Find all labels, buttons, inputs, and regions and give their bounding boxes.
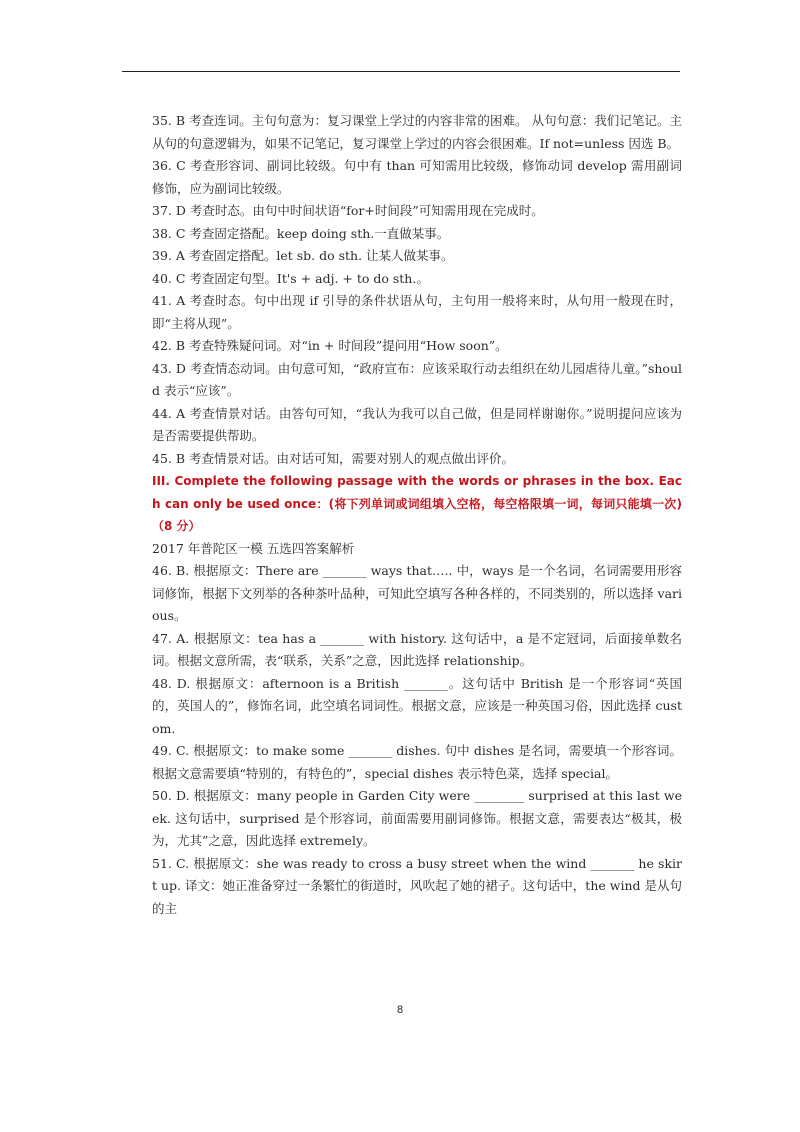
header-rule [122,71,680,72]
answer-paragraph: 42. B 考查特殊疑问词。对“in + 时间段”提问用“How soon”。 [152,338,508,353]
answer-paragraph: 51. C. 根据原文：she was ready to cross a busy street when the wind _______ he skirt up. 译文：她正准备穿过一条繁忙的街道时，风吹起了她的裙子。这句话中，the wind 是从句的主 [152,855,682,916]
answer-paragraph: 38. C 考查固定搭配。keep doing sth.一直做某事。 [152,225,450,241]
answer-paragraph: 40. C 考查固定句型。It's + adj. + to do sth.。 [152,270,429,286]
subsection-title: 2017 年普陀区一模 五选四答案解析 [152,540,355,556]
answer-paragraph: 46. B. 根据原文：There are _______ ways that….. 中，ways 是一个名词，名词需要用形容词修饰，根据下文列举的各种茶叶品种，可知此空填写各种各样的，不同类别的，所以选择 various。 [152,563,682,623]
answer-paragraph: 48. D. 根据原文：afternoon is a British _______。这句话中 British 是一个形容词“英国的，英国人的”，修饰名词，此空填名词词性。根据文意，应该是一种英国习俗，因此选择 custom. [152,675,682,736]
answer-paragraph: 45. B 考查情景对话。由对话可知，需要对别人的观点做出评价。 [152,450,515,466]
answer-paragraph: 47. A. 根据原文：tea has a _______ with history. 这句话中，a 是不定冠词，后面接单数名词。根据文意所需，表“联系，关系”之意，因此选择 relationship。 [152,630,682,668]
answer-paragraph: 50. D. 根据原文：many people in Garden City were ________ surprised at this last week. 这句话中，surprised 是个形容词，前面需要用副词修饰。根据文意，需要表达“极其，极为，尤其”之意，因此选择 extremely。 [152,788,682,848]
answer-paragraph: 37. D 考查时态。由句中时间状语“for+时间段”可知需用现在完成时。 [152,203,544,218]
answer-paragraph: 44. A 考查情景对话。由答句可知，“我认为我可以自己做，但是同样谢谢你。”说明提问应该为是否需要提供帮助。 [152,405,682,443]
answer-paragraph: 49. C. 根据原文：to make some _______ dishes. 句中 dishes 是名词，需要填一个形容词。根据文意需要填“特别的，有特色的”，special dishes 表示特色菜，选择 special。 [152,743,682,781]
answer-paragraph: 36. C 考查形容词、副词比较级。句中有 than 可知需用比较级，修饰动词 develop 需用副词修饰，应为副词比较级。 [152,158,682,196]
answer-paragraph: 43. D 考查情态动词。由句意可知，“政府宣布：应该采取行动去组织在幼儿园虐待儿童。”should 表示“应该”。 [152,360,682,398]
answer-paragraph: 35. B 考查连词。主句句意为：复习课堂上学过的内容非常的困难。 从句句意：我们记笔记。主从句的句意逻辑为，如果不记笔记，复习课堂上学过的内容会很困难。If not=unless 因选 B。 [152,113,682,151]
section-heading: III. Complete the following passage with the words or phrases in the box. Each can only be used once：(将下列单词或词组填入空格，每空格限填一词，每词只能填一次)（8 分） [152,474,682,533]
document-body [152,110,682,920]
answer-paragraph: 41. A 考查时态。句中出现 if 引导的条件状语从句，主句用一般将来时，从句用一般现在时，即“主将从现”。 [152,293,682,331]
page-number: 8 [396,1004,404,1016]
answer-paragraph: 39. A 考查固定搭配。let sb. do sth. 让某人做某事。 [152,248,454,263]
